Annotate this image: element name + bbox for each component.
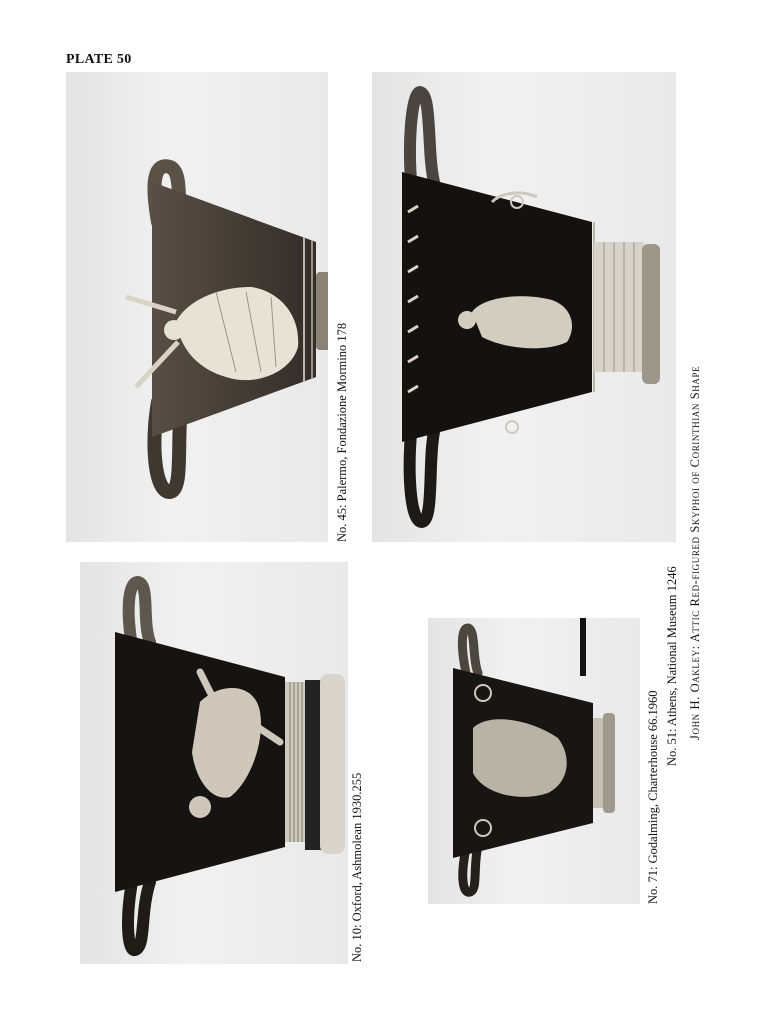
caption-oxford: No. 10: Oxford, Ashmolean 1930.255 — [350, 772, 364, 962]
running-title: John H. Oakley: Attic Red-figured Skyphoi of Corinthian Shape — [688, 365, 702, 740]
photo-oxford-skyphos — [80, 562, 348, 964]
skyphos-image — [428, 618, 640, 904]
photo-athens-skyphos — [372, 72, 676, 542]
plate-number: PLATE 50 — [66, 52, 132, 67]
caption-palermo: No. 45: Palermo, Fondazione Mormino 178 — [335, 322, 349, 542]
photo-palermo-skyphos — [66, 72, 328, 542]
skyphos-image — [372, 72, 676, 542]
caption-godalming: No. 71: Godalming, Charterhouse 66.1960 — [646, 690, 660, 904]
skyphos-image — [80, 562, 348, 964]
skyphos-image — [66, 72, 328, 542]
photo-godalming-skyphos — [428, 618, 640, 904]
caption-athens: No. 51: Athens, National Museum 1246 — [665, 566, 679, 766]
